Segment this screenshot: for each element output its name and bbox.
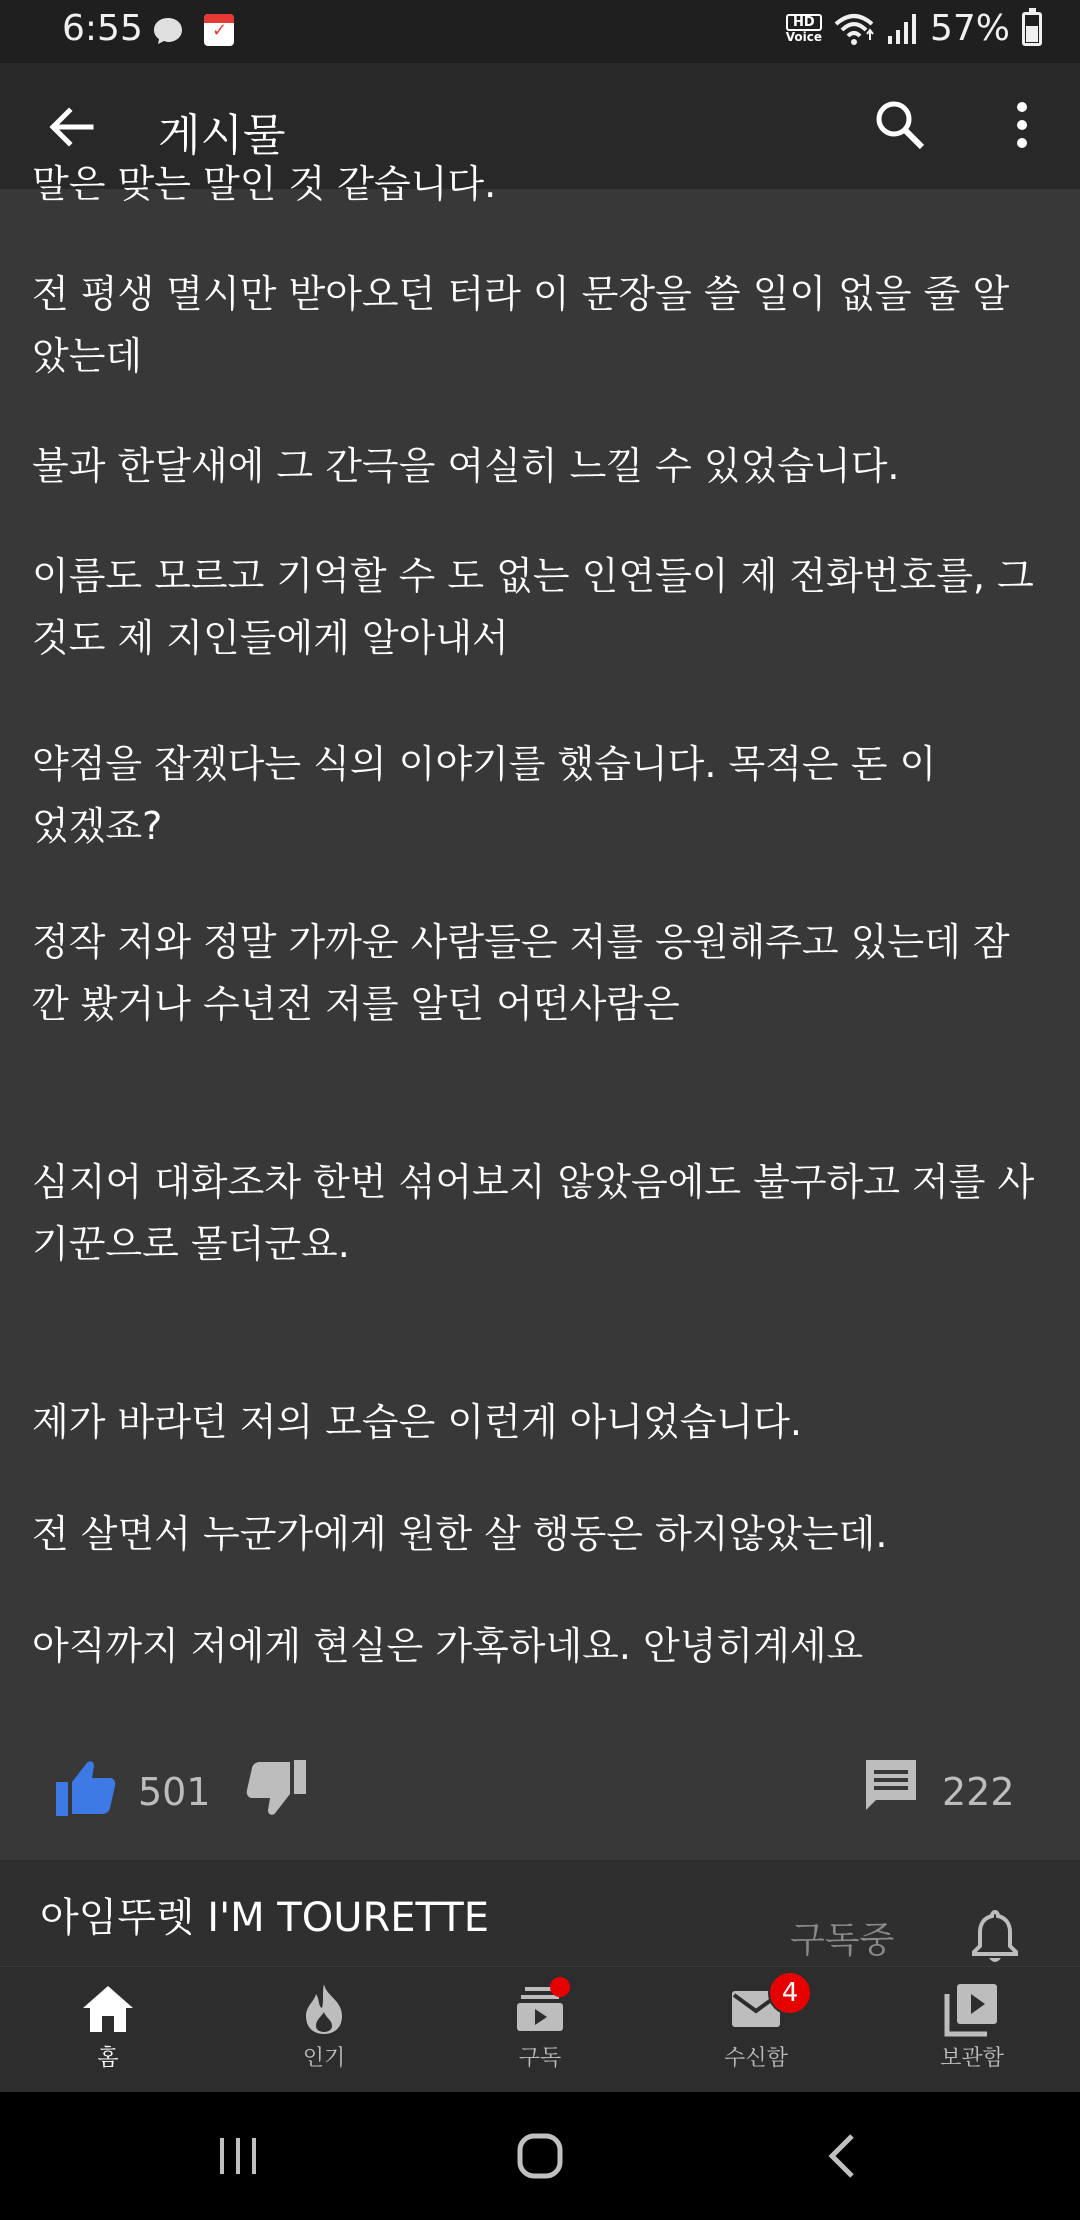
library-icon [944,1981,1000,2037]
recent-apps-button[interactable] [208,2126,268,2186]
thumbs-down-icon[interactable] [244,1756,308,1820]
comment-count: 222 [942,1770,1015,1814]
subscriptions-icon [512,1981,568,2037]
status-bar [0,0,1080,63]
post-actions [0,1712,1080,1860]
nav-label: 보관함 [940,2046,1004,2071]
search-icon [874,99,926,151]
channel-row [0,1862,1080,1966]
thumbs-up-icon[interactable] [54,1756,118,1820]
status-time: 6:55 [62,8,143,49]
nav-trending[interactable] [216,1967,432,2093]
post-paragraph: 이름도 모르고 기억할 수 도 없는 인연들이 제 전화번호를, 그것도 제 지인들에게 알아내서 [32,554,1034,660]
channel-name[interactable]: 아임뚜렛 I'M TOURETTE [40,1895,489,1941]
more-options-button[interactable] [992,93,1052,157]
mail-icon [728,1978,799,2037]
nav-label: 구독 [518,2046,562,2071]
calendar-icon [204,14,234,46]
nav-label: 인기 [302,2046,346,2071]
nav-subscriptions[interactable] [432,1967,648,2093]
post-paragraph: 전 평생 멸시만 받아오던 터라 이 문장을 쓸 일이 없을 줄 알았는데 [32,272,1010,378]
wifi-icon [834,12,874,46]
subscribed-button[interactable]: 구독중 [790,1920,895,1961]
post-paragraph: 제가 바라던 저의 모습은 이런게 아니었습니다. [32,1400,802,1444]
nav-home[interactable] [0,1967,216,2093]
signal-icon [886,12,918,46]
battery-icon [1022,12,1042,46]
flame-icon [296,1981,352,2037]
recents-icon [216,2136,260,2176]
post-paragraph: 정작 저와 정말 가까운 사람들은 저를 응원해주고 있는데 잠깐 봤거나 수년전 저를 알던 어떤사람은 [32,920,1010,1026]
hd-voice-icon [786,14,822,44]
post-paragraph: 말은 맞는 말인 것 같습니다. [32,162,497,206]
comment-icon[interactable] [862,1756,920,1814]
page-title: 게시물 [158,110,286,161]
nav-label: 수신함 [724,2046,788,2071]
nav-inbox[interactable] [648,1967,864,2093]
nav-library[interactable] [864,1967,1080,2093]
chevron-left-icon [824,2132,860,2180]
arrow-left-icon [47,103,95,151]
back-button[interactable] [40,96,102,158]
message-icon [152,16,184,46]
home-icon [80,1981,136,2037]
home-button[interactable] [510,2126,570,2186]
nav-label: 홈 [97,2046,119,2071]
post-paragraph: 불과 한달새에 그 간극을 여실히 느낄 수 있었습니다. [32,444,900,488]
voice-label: Voice [785,29,822,44]
search-button[interactable] [868,93,932,157]
battery-percent: 57% [929,8,1010,49]
bottom-navigation [0,1966,1080,2092]
post-paragraph: 약점을 잡겠다는 식의 이야기를 했습니다. 목적은 돈 이었겠죠? [32,742,937,848]
post-paragraph: 전 살면서 누군가에게 원한 살 행동은 하지않았는데. [32,1512,888,1556]
inbox-badge: 4 [768,1971,812,2015]
post-paragraph: 아직까지 저에게 현실은 가혹하네요. 안녕히계세요 [32,1624,864,1668]
bell-icon[interactable] [966,1908,1024,1966]
post-content[interactable] [0,162,1080,1709]
system-navigation-bar [0,2092,1080,2220]
home-circle-icon [515,2131,565,2181]
status-indicators [786,8,1042,49]
post-paragraph: 심지어 대화조차 한번 섞어보지 않았음에도 불구하고 저를 사기꾼으로 몰더군요. [32,1160,1035,1266]
like-count: 501 [138,1770,211,1814]
hd-label: HD [786,14,822,31]
notification-dot [550,1977,570,1997]
more-vert-icon [1016,101,1028,149]
system-back-button[interactable] [812,2126,872,2186]
